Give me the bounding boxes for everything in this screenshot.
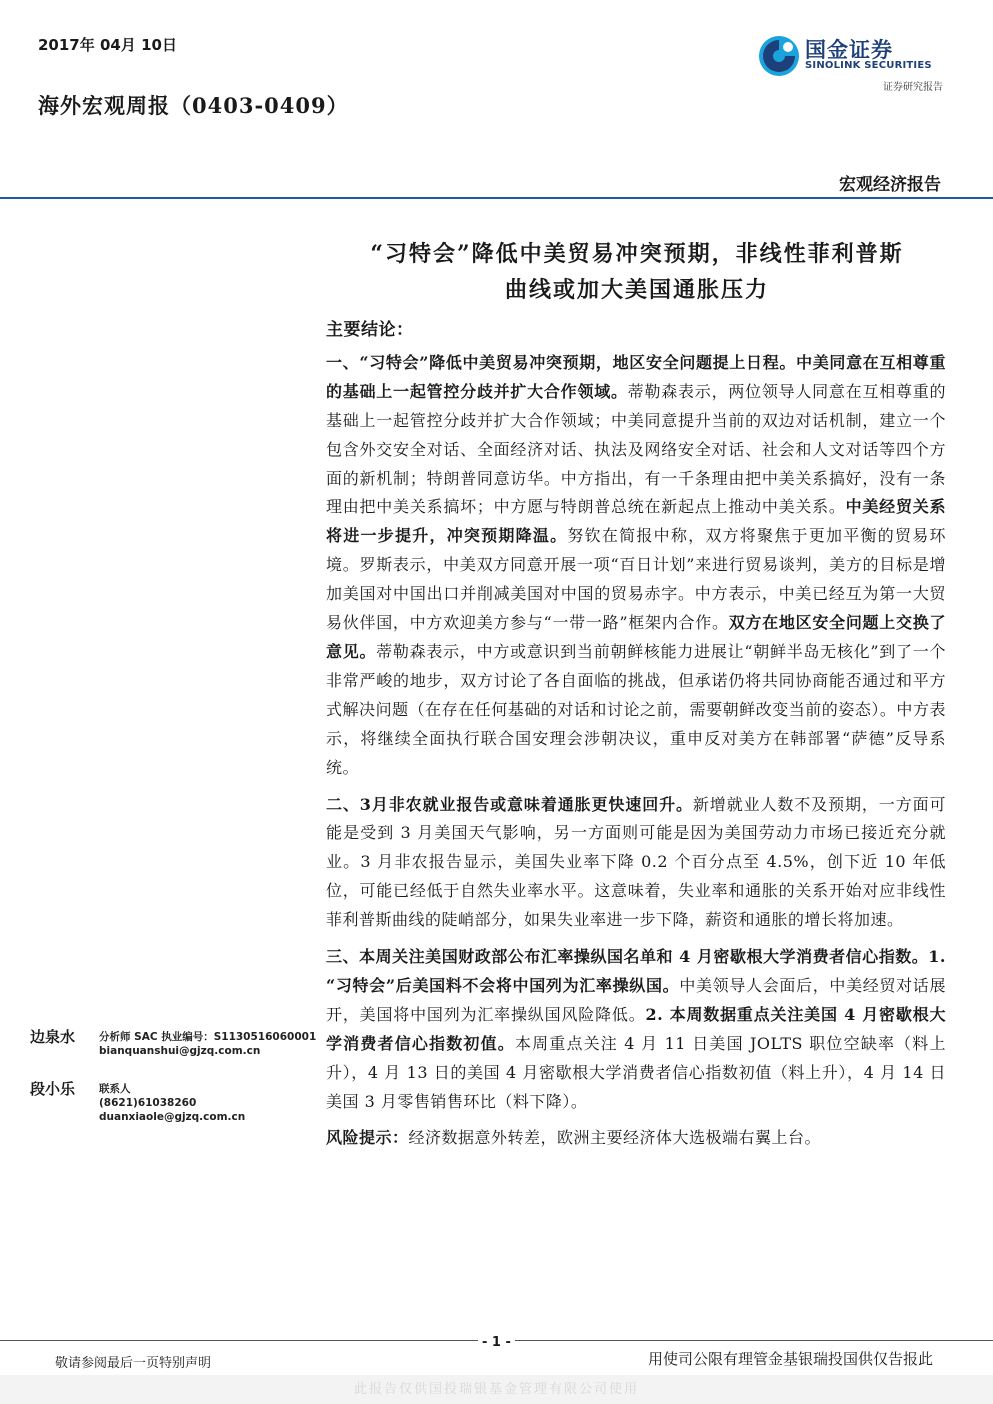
p3-text-1: 中美领导人会面后，中美经贸对话展开，美国将中国列为汇率操纵国风险降低。: [326, 975, 946, 1024]
risk-warning: [326, 1124, 946, 1153]
analyst-entry: [30, 1078, 320, 1130]
analyst-email[interactable]: bianquanshui@gjzq.com.cn: [99, 1045, 261, 1057]
risk-text: 经济数据意外转差，欧洲主要经济体大选极端右翼上台。: [408, 1128, 822, 1148]
p3-key-point-2: 2. 本周数据重点关注美国 4 月密歇根大学消费者信心指数初值。: [326, 1004, 946, 1053]
report-type: 宏观经济报告: [839, 175, 941, 195]
analyst-role: 联系人: [99, 1083, 131, 1095]
summary-heading: 主要结论：: [326, 320, 414, 340]
p1-text-2: 努钦在简报中称，双方将聚焦于更加平衡的贸易环境。罗斯表示，中美双方同意开展一项“百日计划”来进行贸易谈判，美方的目标是增加美国对中国出口并削减美国对中国的贸易赤字。中方表示，中美已经互为第一大贸易伙伴国，中方欢迎美方参与“一带一路”框架内合作。: [326, 526, 946, 633]
page-number: - 1 -: [478, 1335, 515, 1350]
summary-paragraph-3: [326, 943, 946, 1116]
sinolink-logo: [757, 32, 947, 94]
analyst-email[interactable]: duanxiaole@gjzq.com.cn: [99, 1111, 246, 1123]
logo-chinese-name: 国金证券: [805, 38, 893, 62]
headline: [326, 236, 948, 308]
p1-text-3: 蒂勒森表示，中方或意识到当前朝鲜核能力进展让“朝鲜半岛无核化”到了一个非常严峻的地步，双方讨论了各自面临的挑战，但承诺仍将共同协商能否通过和平方式解决问题（在存在任何基础的对话和讨论之前，需要朝鲜改变当前的姿态）。中方表示，将继续全面执行联合国安理会涉朝决议，重申反对美方在韩部署“萨德”反导系统。: [326, 641, 946, 777]
footer-disclaimer-note: 敬请参阅最后一页特别声明: [55, 1356, 212, 1371]
analyst-phone: (8621)61038260: [99, 1097, 197, 1109]
analyst-list: [30, 1026, 320, 1130]
analyst-name: 段小乐: [30, 1080, 76, 1098]
summary-paragraph-1: [326, 349, 946, 783]
analyst-entry: [30, 1026, 320, 1078]
logo-subtitle: 证券研究报告: [883, 82, 943, 93]
summary-paragraph-2: [326, 791, 946, 936]
summary-body: [326, 316, 946, 1161]
header-divider: [0, 197, 993, 199]
p1-key-point-3: 双方在地区安全问题上交换了意见。: [326, 613, 946, 661]
headline-line-1: “习特会”降低中美贸易冲突预期，非线性菲利普斯: [370, 241, 904, 267]
analyst-info: [99, 1082, 245, 1124]
logo-english-name: SINOLINK SECURITIES: [805, 60, 932, 71]
headline-line-2: 曲线或加大美国通胀压力: [504, 277, 769, 303]
sinolink-logo-icon: [757, 34, 801, 78]
p2-text: 新增就业人数不及预期，一方面可能是受到 3 月美国天气影响，另一方面则可能是因为美国劳动力市场已接近充分就业。3 月非农报告显示，美国失业率下降 0.2 个百分点至 4.5%，创下近 10 年低位，可能已经低于自然失业率水平。这意味着，失业率和通胀的关系开始对应非线性菲利普斯曲线的陡峭部分，如果失业率进一步下降，薪资和通胀的增长将加速。: [326, 794, 946, 930]
p1-key-point: 一、“习特会”降低中美贸易冲突预期，地区安全问题提上日程。中美同意在互相尊重的基础上一起管控分歧并扩大合作领域。: [326, 352, 946, 401]
report-date: 2017年 04月 10日: [38, 36, 177, 54]
risk-label: 风险提示：: [326, 1128, 409, 1148]
p3-text-2: 本周重点关注 4 月 11 日美国 JOLTS 职位空缺率（料上升），4 月 13 日的美国 4 月密歇根大学消费者信心指数初值（料上升），4 月 14 日美国 3 月零售销售环比（料下降）。: [326, 1033, 946, 1111]
analyst-info: [99, 1030, 316, 1058]
analyst-cert: 分析师 SAC 执业编号：S1130516060001: [99, 1031, 317, 1043]
analyst-name: 边泉水: [30, 1028, 76, 1046]
p3-key-point: 三、本周关注美国财政部公布汇率操纵国名单和 4 月密歇根大学消费者信心指数。1. “习特会”后美国料不会将中国列为汇率操纵国。: [326, 947, 946, 995]
footer-usage-note: 用使司公限有理管金基银瑞投国供仅告报此: [647, 1350, 933, 1368]
p1-text-1: 蒂勒森表示，两位领导人同意在互相尊重的基础上一起管控分歧并扩大合作领域；中美同意提升当前的双边对话机制，建立一个包含外交安全对话、全面经济对话、执法及网络安全对话、社会和人文对话等四个方面的新机制；特朗普同意访华。中方指出，有一千条理由把中美关系搞好，没有一条理由把中美关系搞坏；中方愿与特朗普总统在新起点上推动中美关系。: [326, 381, 946, 517]
watermark-strip: 此报告仅供国投瑞银基金管理有限公司使用: [0, 1375, 993, 1404]
p2-key-point: 二、3月非农就业报告或意味着通胀更快速回升。: [326, 794, 693, 814]
report-series-title: 海外宏观周报（0403-0409）: [38, 93, 349, 118]
p1-key-point-2: 中美经贸关系将进一步提升，冲突预期降温。: [326, 497, 946, 546]
